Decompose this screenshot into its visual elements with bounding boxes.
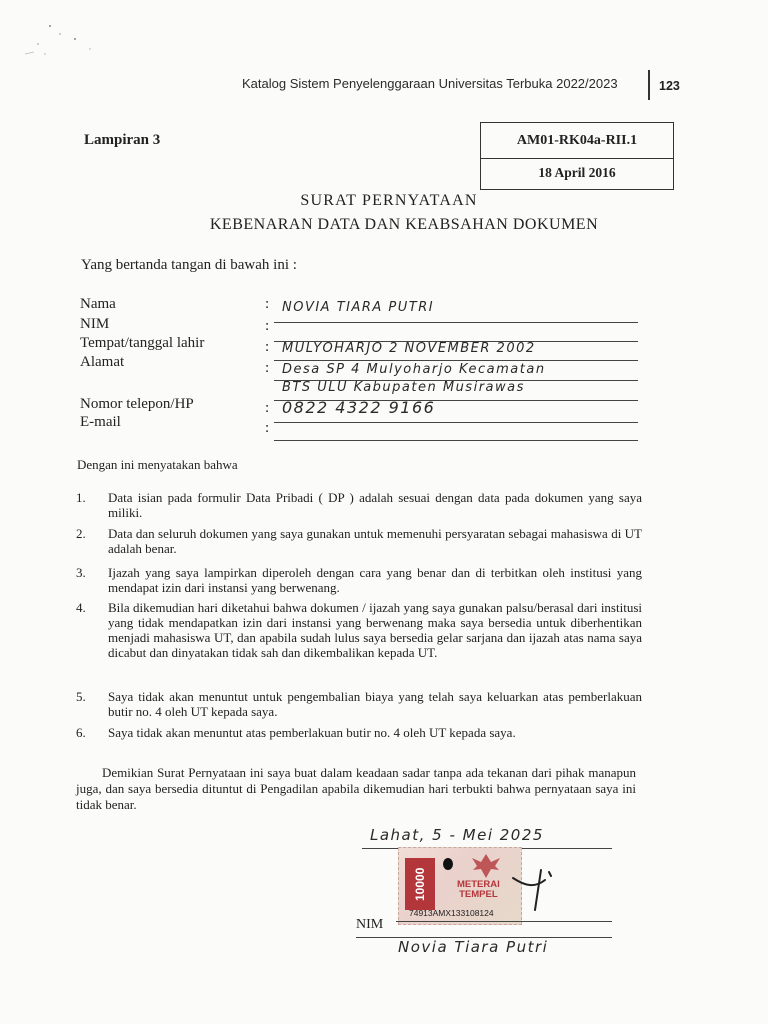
value-telepon: 0822 4322 9166 <box>282 398 436 417</box>
stamp-punch-hole <box>443 858 453 870</box>
label-ttl: Tempat/tanggal lahir <box>80 335 205 351</box>
header-divider <box>648 70 650 100</box>
garuda-emblem-icon <box>469 852 503 880</box>
label-nim: NIM <box>80 316 110 332</box>
document-code-box <box>480 122 674 190</box>
colon: : <box>265 339 270 355</box>
statement-text: Data isian pada formulir Data Pribadi ( DP ) adalah sesuai dengan data pada dokumen yang saya miliki. <box>108 490 642 520</box>
statement-item <box>76 725 642 741</box>
page-number: 123 <box>659 79 680 93</box>
statement-text: Saya tidak akan menuntut untuk pengembalian biaya yang telah saya keluarkan atas pemberlakuan butir no. 4 oleh UT kepada saya. <box>108 689 642 719</box>
value-alamat-line2: BTS ULU Kabupaten Musirawas <box>282 380 525 395</box>
catalog-header: Katalog Sistem Penyelenggaraan Universitas Terbuka 2022/2023 <box>242 76 618 91</box>
statement-number: 2. <box>76 526 86 541</box>
closing-paragraph: Demikian Surat Pernyataan ini saya buat dalam keadaan sadar tanpa ada tekanan dari pihak manapun juga, dan saya bersedia dituntut di Pengadilan apabila dikemudian hari terbukti bahwa pernyataan saya ini tidak benar. <box>76 765 636 812</box>
field-rule <box>274 422 638 423</box>
statement-item <box>76 565 642 597</box>
colon: : <box>265 360 270 376</box>
statement-item <box>76 490 642 522</box>
statement-number: 3. <box>76 565 86 580</box>
signature-scribble <box>505 860 565 920</box>
stamp-label <box>457 880 500 900</box>
value-nama: NOVIA TIARA PUTRI <box>282 300 435 315</box>
field-rule <box>274 322 638 323</box>
statement-item <box>76 526 642 558</box>
colon: : <box>265 420 270 436</box>
label-nama: Nama <box>80 296 116 312</box>
title-line-1: SURAT PERNYATAAN <box>300 192 478 209</box>
label-telepon: Nomor telepon/HP <box>80 396 194 412</box>
statement-number: 4. <box>76 600 86 615</box>
attachment-label: Lampiran 3 <box>84 132 161 148</box>
stamp-serial: 74913AMX133108124 <box>409 908 494 918</box>
value-ttl: MULYOHARJO 2 NOVEMBER 2002 <box>282 341 536 356</box>
statement-number: 5. <box>76 689 86 704</box>
value-alamat-line1: Desa SP 4 Mulyoharjo Kecamatan <box>282 362 546 377</box>
colon: : <box>265 318 270 334</box>
statement-item <box>76 600 642 680</box>
intro-text: Yang bertanda tangan di bawah ini : <box>81 257 297 273</box>
statement-text: Bila dikemudian hari diketahui bahwa dokumen / ijazah yang saya gunakan palsu/berasal dari institusi yang tidak mendapatkan izin dari instansi yang berwenang maka saya bersedia untuk diberhentikan menjadi mahasiswa UT, dan apabila sudah lulus saya bersedia gelar sarjana dan ijazah atas nama saya dicabut dan dinyatakan tidak sah dan dikembalikan kepada UT. <box>108 600 642 660</box>
statement-number: 6. <box>76 725 86 740</box>
stamp-label-line2: TEMPEL <box>459 889 498 900</box>
label-email: E-mail <box>80 414 121 430</box>
declaration-intro: Dengan ini menyatakan bahwa <box>77 457 238 472</box>
statement-text: Saya tidak akan menuntut atas pemberlakuan butir no. 4 oleh UT kepada saya. <box>108 725 516 740</box>
document-date: 18 April 2016 <box>538 165 616 180</box>
meterai-stamp <box>398 847 522 925</box>
document-code: AM01-RK04a-RII.1 <box>481 123 673 159</box>
statement-text: Ijazah yang saya lampirkan diperoleh dengan cara yang benar dan di terbitkan oleh institusi yang mendapat izin dari instansi yang berwenang. <box>108 565 642 595</box>
statement-number: 1. <box>76 490 86 505</box>
title-line-2: KEBENARAN DATA DAN KEABSAHAN DOKUMEN <box>209 216 599 233</box>
stamp-label-line1: METERAI <box>457 879 500 890</box>
stamp-value: 10000 <box>405 858 435 910</box>
field-rule <box>274 440 638 441</box>
nim-rule <box>396 921 612 922</box>
scan-specks <box>20 14 140 74</box>
field-rule <box>274 360 638 361</box>
nim-label: NIM <box>356 917 384 932</box>
label-alamat: Alamat <box>80 354 125 370</box>
colon: : <box>265 296 270 312</box>
statement-text: Data dan seluruh dokumen yang saya gunakan untuk memenuhi persyaratan sebagai mahasiswa di UT adalah benar. <box>108 526 642 556</box>
signer-name: Novia Tiara Putri <box>398 938 549 956</box>
statement-item <box>76 689 642 721</box>
colon: : <box>265 400 270 416</box>
place-date: Lahat, 5 - Mei 2025 <box>370 826 544 844</box>
